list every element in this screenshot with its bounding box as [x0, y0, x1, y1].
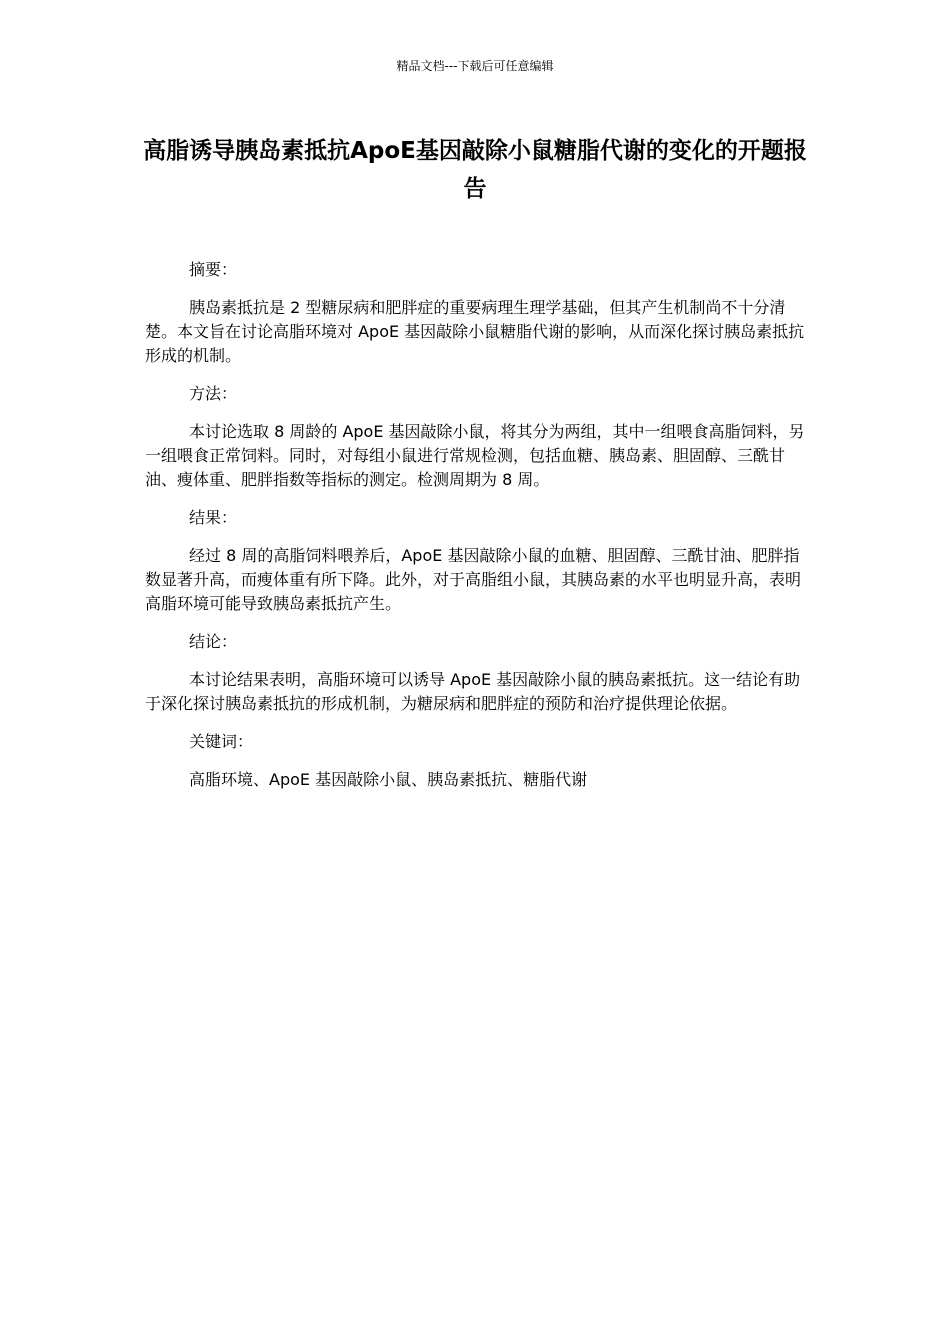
document-body	[145, 258, 805, 806]
section-heading-keywords: 关键词：	[189, 732, 254, 751]
paragraph-results: 经过 8 周的高脂饲料喂养后，ApoE 基因敲除小鼠的血糖、胆固醇、三酰甘油、肥胖指数显著升高，而瘦体重有所下降。此外，对于高脂组小鼠，其胰岛素的水平也明显升高，表明高脂环境可能导致胰岛素抵抗产生。	[145, 546, 802, 613]
section-heading-results: 结果：	[189, 508, 238, 527]
paragraph-methods: 本讨论选取 8 周龄的 ApoE 基因敲除小鼠，将其分为两组，其中一组喂食高脂饲料，另一组喂食正常饲料。同时，对每组小鼠进行常规检测，包括血糖、胰岛素、胆固醇、三酰甘油、瘦体重、肥胖指数等指标的测定。检测周期为 8 周。	[145, 422, 805, 489]
document-title: 高脂诱导胰岛素抵抗ApoE基因敲除小鼠糖脂代谢的变化的开题报告	[143, 138, 807, 202]
paragraph-abstract: 胰岛素抵抗是 2 型糖尿病和肥胖症的重要病理生理学基础，但其产生机制尚不十分清楚。本文旨在讨论高脂环境对 ApoE 基因敲除小鼠糖脂代谢的影响，从而深化探讨胰岛素抵抗形成的机制。	[145, 298, 805, 365]
paragraph-keywords: 高脂环境、ApoE 基因敲除小鼠、胰岛素抵抗、糖脂代谢	[189, 770, 588, 789]
section-heading-abstract: 摘要：	[189, 260, 238, 279]
page-header-note: 精品文档---下载后可任意编辑	[396, 59, 554, 73]
paragraph-conclusion: 本讨论结果表明，高脂环境可以诱导 ApoE 基因敲除小鼠的胰岛素抵抗。这一结论有助于深化探讨胰岛素抵抗的形成机制，为糖尿病和肥胖症的预防和治疗提供理论依据。	[145, 670, 801, 713]
section-heading-methods: 方法：	[189, 384, 238, 403]
section-heading-conclusion: 结论：	[189, 632, 238, 651]
